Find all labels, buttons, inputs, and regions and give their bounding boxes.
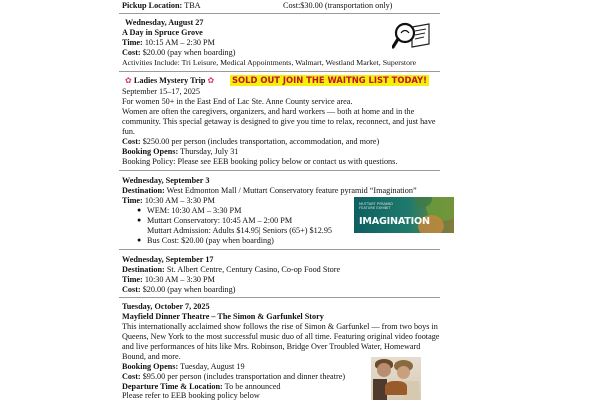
sep3-destination — [122, 186, 417, 196]
pickup-location-value: TBA — [184, 1, 201, 10]
mystery-line3: community. This special getaway is designed to give you time to relax, reconnect, and just have — [122, 117, 436, 126]
section-divider — [119, 13, 440, 14]
mystery-line1: For women 50+ in the East End of Lac Ste. Anne County service area. — [122, 97, 353, 106]
mystery-title: Ladies Mystery Trip — [133, 76, 206, 85]
photo-figure — [397, 366, 410, 379]
aug27-time — [122, 38, 215, 48]
sep17-destination — [122, 265, 340, 275]
bullet-icon: ● — [137, 206, 142, 214]
oct7-line3: and live performances of hits like Mrs. Robinson, Bridge Over Troubled Water, Homeward — [122, 342, 421, 351]
oct7-opens-label: Booking Opens: — [122, 362, 179, 371]
soldout-banner: SOLD OUT JOIN THE WAITNG LIST TODAY! — [232, 75, 427, 85]
mystery-booking-opens — [122, 147, 238, 157]
aug27-time-label: Time: — [122, 38, 143, 47]
mystery-opens-label: Booking Opens: — [122, 147, 179, 156]
sep3-time — [122, 196, 215, 206]
oct7-line4: Bound, and more. — [122, 352, 181, 361]
oct7-booking-opens — [122, 362, 245, 372]
pickup-location-label: Pickup Location: — [122, 1, 183, 10]
oct7-depart-value: To be announced — [224, 382, 281, 391]
aug27-date: Wednesday, August 27 — [125, 18, 204, 27]
sep3-time-value: 10:30 AM – 3:30 PM — [144, 196, 215, 205]
section-divider — [119, 249, 440, 250]
oct7-depart-label: Departure Time & Location: — [122, 382, 223, 391]
sep17-time — [122, 275, 215, 285]
flower-icon: ✿ — [125, 76, 132, 85]
sep17-cost-value: $20.00 (pay when boarding) — [142, 285, 236, 294]
mystery-policy: Booking Policy: Please see EEB booking policy below or contact us with questions. — [122, 157, 398, 166]
aug27-title: A Day in Spruce Grove — [122, 28, 203, 37]
oct7-opens-value: Tuesday, August 19 — [180, 362, 245, 371]
mystery-cost-value: $250.00 per person (includes transportation, accommodation, and more) — [142, 137, 380, 146]
imagination-banner-image — [354, 197, 454, 233]
sep3-bullet: Muttart Conservatory: 10:45 AM – 2:00 PM — [147, 216, 293, 225]
section-divider — [119, 71, 440, 72]
aug27-cost-value: $20.00 (pay when boarding) — [142, 48, 236, 57]
aug27-time-value: 10:15 AM – 2:30 PM — [144, 38, 215, 47]
sep3-time-label: Time: — [122, 196, 143, 205]
photo-figure — [377, 363, 391, 377]
sep3-bullet: Bus Cost: $20.00 (pay when boarding) — [147, 236, 274, 245]
sep3-dest-value: West Edmonton Mall / Muttart Conservatory feature pyramid “Imagination” — [166, 186, 417, 195]
section-divider — [119, 170, 440, 171]
oct7-cost-label: Cost: — [122, 372, 141, 381]
oct7-date: Tuesday, October 7, 2025 — [122, 302, 210, 311]
sep3-bullet-continued: Muttart Admission: Adults $14.95| Seniors (65+) $12.95 — [147, 226, 333, 235]
oct7-title: Mayfield Dinner Theatre – The Simon & Garfunkel Story — [122, 312, 324, 321]
section-divider — [119, 297, 440, 298]
sep3-dest-label: Destination: — [122, 186, 165, 195]
oct7-refer: Please refer to EEB booking policy below — [122, 391, 260, 400]
sep17-dest-value: St. Albert Centre, Century Casino, Co-op Food Store — [166, 265, 341, 274]
sep3-bullet: WEM: 10:30 AM – 3:30 PM — [147, 206, 242, 215]
sep17-cost — [122, 285, 235, 295]
pickup-location-line — [122, 1, 201, 11]
mystery-dates: September 15–17, 2025 — [122, 87, 200, 96]
guitar-shape — [385, 381, 407, 395]
flower-icon: ✿ — [207, 76, 215, 85]
oct7-cost-value: $95.00 per person (includes transportation and dinner theatre) — [142, 372, 346, 381]
banner-title: IMAGINATION — [359, 216, 430, 227]
aug27-activities: Activities Include: Tri Leisure, Medical Appointments, Walmart, Westland Market, Superstore — [122, 58, 417, 67]
bullet-icon: ● — [137, 236, 142, 244]
mystery-heading — [125, 76, 214, 86]
mystery-cost-label: Cost: — [122, 137, 141, 146]
oct7-line1: This internationally acclaimed show follows the rise of Simon & Garfunkel — from two boys in — [122, 322, 438, 331]
sep17-date: Wednesday, September 17 — [122, 255, 214, 264]
banner-subtitle: MUTTART PYRAMID FEATURE EXHIBIT — [359, 202, 393, 210]
sep17-time-label: Time: — [122, 275, 143, 284]
oct7-cost — [122, 372, 345, 382]
simon-garfunkel-photo — [371, 357, 421, 400]
aug27-cost-label: Cost: — [122, 48, 141, 57]
bullet-icon: ● — [137, 216, 142, 224]
top-cost-line: Cost:$30.00 (transportation only) — [283, 1, 393, 10]
sep17-time-value: 10:30 AM – 3:30 PM — [144, 275, 215, 284]
oct7-line2: Queens, New York to the most successful music duo of all time. Featuring original video footage — [122, 332, 440, 341]
mystery-line2: Women are often the caregivers, organizers, and hard workers — both at home and in the — [122, 107, 415, 116]
mystery-cost — [122, 137, 379, 147]
sep17-dest-label: Destination: — [122, 265, 165, 274]
aug27-cost — [122, 48, 235, 58]
mystery-opens-value: Thursday, July 31 — [180, 147, 239, 156]
sep3-date: Wednesday, September 3 — [122, 176, 210, 185]
mystery-line4: fun. — [122, 127, 135, 136]
sep17-cost-label: Cost: — [122, 285, 141, 294]
magnifier-map-icon — [392, 21, 430, 51]
